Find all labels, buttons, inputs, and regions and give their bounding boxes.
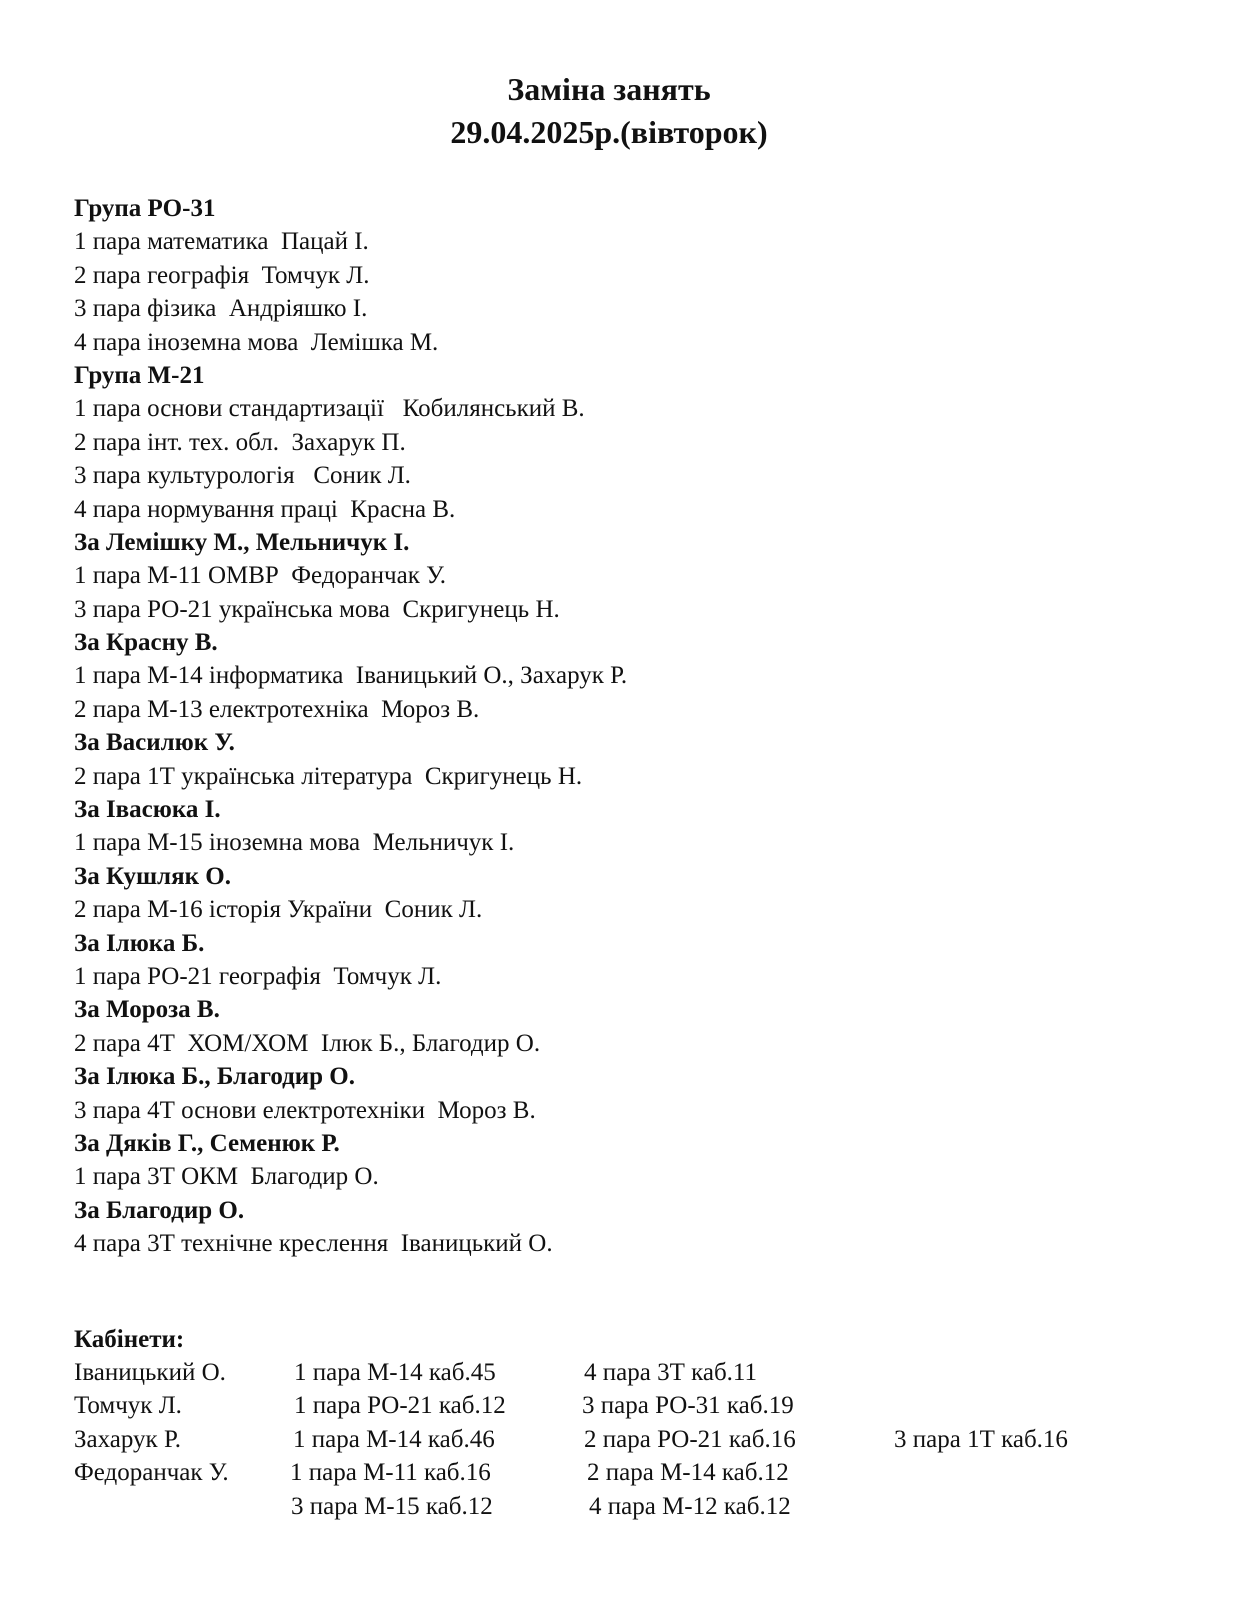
room-entry: 3 пара 1Т каб.16 xyxy=(894,1426,1068,1453)
section-heading: Група РО-31 xyxy=(74,195,216,222)
room-entry: 2 пара М-14 каб.12 xyxy=(587,1459,789,1486)
room-entry: 2 пара РО-21 каб.16 xyxy=(584,1426,796,1453)
section-item: 3 пара фізика Андріяшко І. xyxy=(74,295,368,323)
section-item: 1 пара основи стандартизації Кобилянський В. xyxy=(74,395,585,423)
section-heading: За Василюк У. xyxy=(74,729,235,757)
room-entry: 1 пара РО-21 каб.12 xyxy=(294,1392,506,1419)
section-heading: За Кушляк О. xyxy=(74,862,231,890)
section-heading: За Дяків Г., Семенюк Р. xyxy=(74,1129,340,1157)
section-heading: За Ілюка Б., Благодир О. xyxy=(74,1063,355,1091)
section-heading: За Красну В. xyxy=(74,629,218,657)
section-item: 2 пара інт. тех. обл. Захарук П. xyxy=(74,428,406,456)
section-item: 1 пара математика Пацай І. xyxy=(74,228,369,256)
page-title: Заміна занять xyxy=(507,71,711,107)
room-entry: 1 пара М-11 каб.16 xyxy=(290,1459,491,1486)
section-item: 2 пара 4Т ХОМ/ХОМ Ілюк Б., Благодир О. xyxy=(74,1029,541,1057)
section-item: 2 пара М-16 історія України Соник Л. xyxy=(74,896,483,924)
section-item: 1 пара М-14 інформатика Іваницький О., Захарук Р. xyxy=(74,662,628,690)
section-heading: Група М-21 xyxy=(74,361,205,389)
substitutions-list xyxy=(74,192,1174,1261)
section-item: 1 пара М-11 ОМВР Федоранчак У. xyxy=(74,562,446,590)
room-teacher-name: Захарук Р. xyxy=(74,1426,181,1453)
section-item: 1 пара РО-21 географія Томчук Л. xyxy=(74,962,442,990)
section-item: 3 пара культурологія Соник Л. xyxy=(74,462,411,490)
room-entry: 1 пара М-14 каб.46 xyxy=(293,1426,495,1453)
room-teacher-name: Іваницький О. xyxy=(74,1359,226,1386)
section-item: 3 пара РО-21 українська мова Скригунець Н. xyxy=(74,595,560,623)
section-item: 1 пара М-15 іноземна мова Мельничук І. xyxy=(74,829,515,857)
room-entry: 4 пара 3Т каб.11 xyxy=(584,1359,757,1386)
section-item: 4 пара іноземна мова Лемішка М. xyxy=(74,328,439,356)
room-teacher-name: Томчук Л. xyxy=(74,1392,182,1419)
section-heading: За Ілюка Б. xyxy=(74,929,205,957)
section-heading: За Мороза В. xyxy=(74,996,220,1024)
section-item: 1 пара 3Т ОКМ Благодир О. xyxy=(74,1163,379,1191)
room-entry: 4 пара М-12 каб.12 xyxy=(589,1493,791,1520)
room-entry: 3 пара М-15 каб.12 xyxy=(291,1493,493,1520)
section-item: 4 пара 3Т технічне креслення Іваницький О. xyxy=(74,1230,553,1258)
section-item: 3 пара 4Т основи електротехніки Мороз В. xyxy=(74,1096,536,1124)
section-item: 2 пара 1Т українська література Скригунець Н. xyxy=(74,762,583,790)
section-item: 4 пара нормування праці Красна В. xyxy=(74,495,456,523)
section-heading: За Івасюка І. xyxy=(74,796,221,824)
room-entry: 3 пара РО-31 каб.19 xyxy=(582,1392,794,1419)
page-subtitle-date: 29.04.2025р.(вівторок) xyxy=(450,114,768,150)
section-heading: За Лемішку М., Мельничук І. xyxy=(74,528,410,556)
section-heading: За Благодир О. xyxy=(74,1196,245,1224)
section-item: 2 пара М-13 електротехніка Мороз В. xyxy=(74,695,480,723)
room-teacher-name: Федоранчак У. xyxy=(74,1459,229,1486)
section-item: 2 пара географія Томчук Л. xyxy=(74,261,370,289)
room-entry: 1 пара М-14 каб.45 xyxy=(294,1359,496,1386)
rooms-heading: Кабінети: xyxy=(74,1326,185,1353)
